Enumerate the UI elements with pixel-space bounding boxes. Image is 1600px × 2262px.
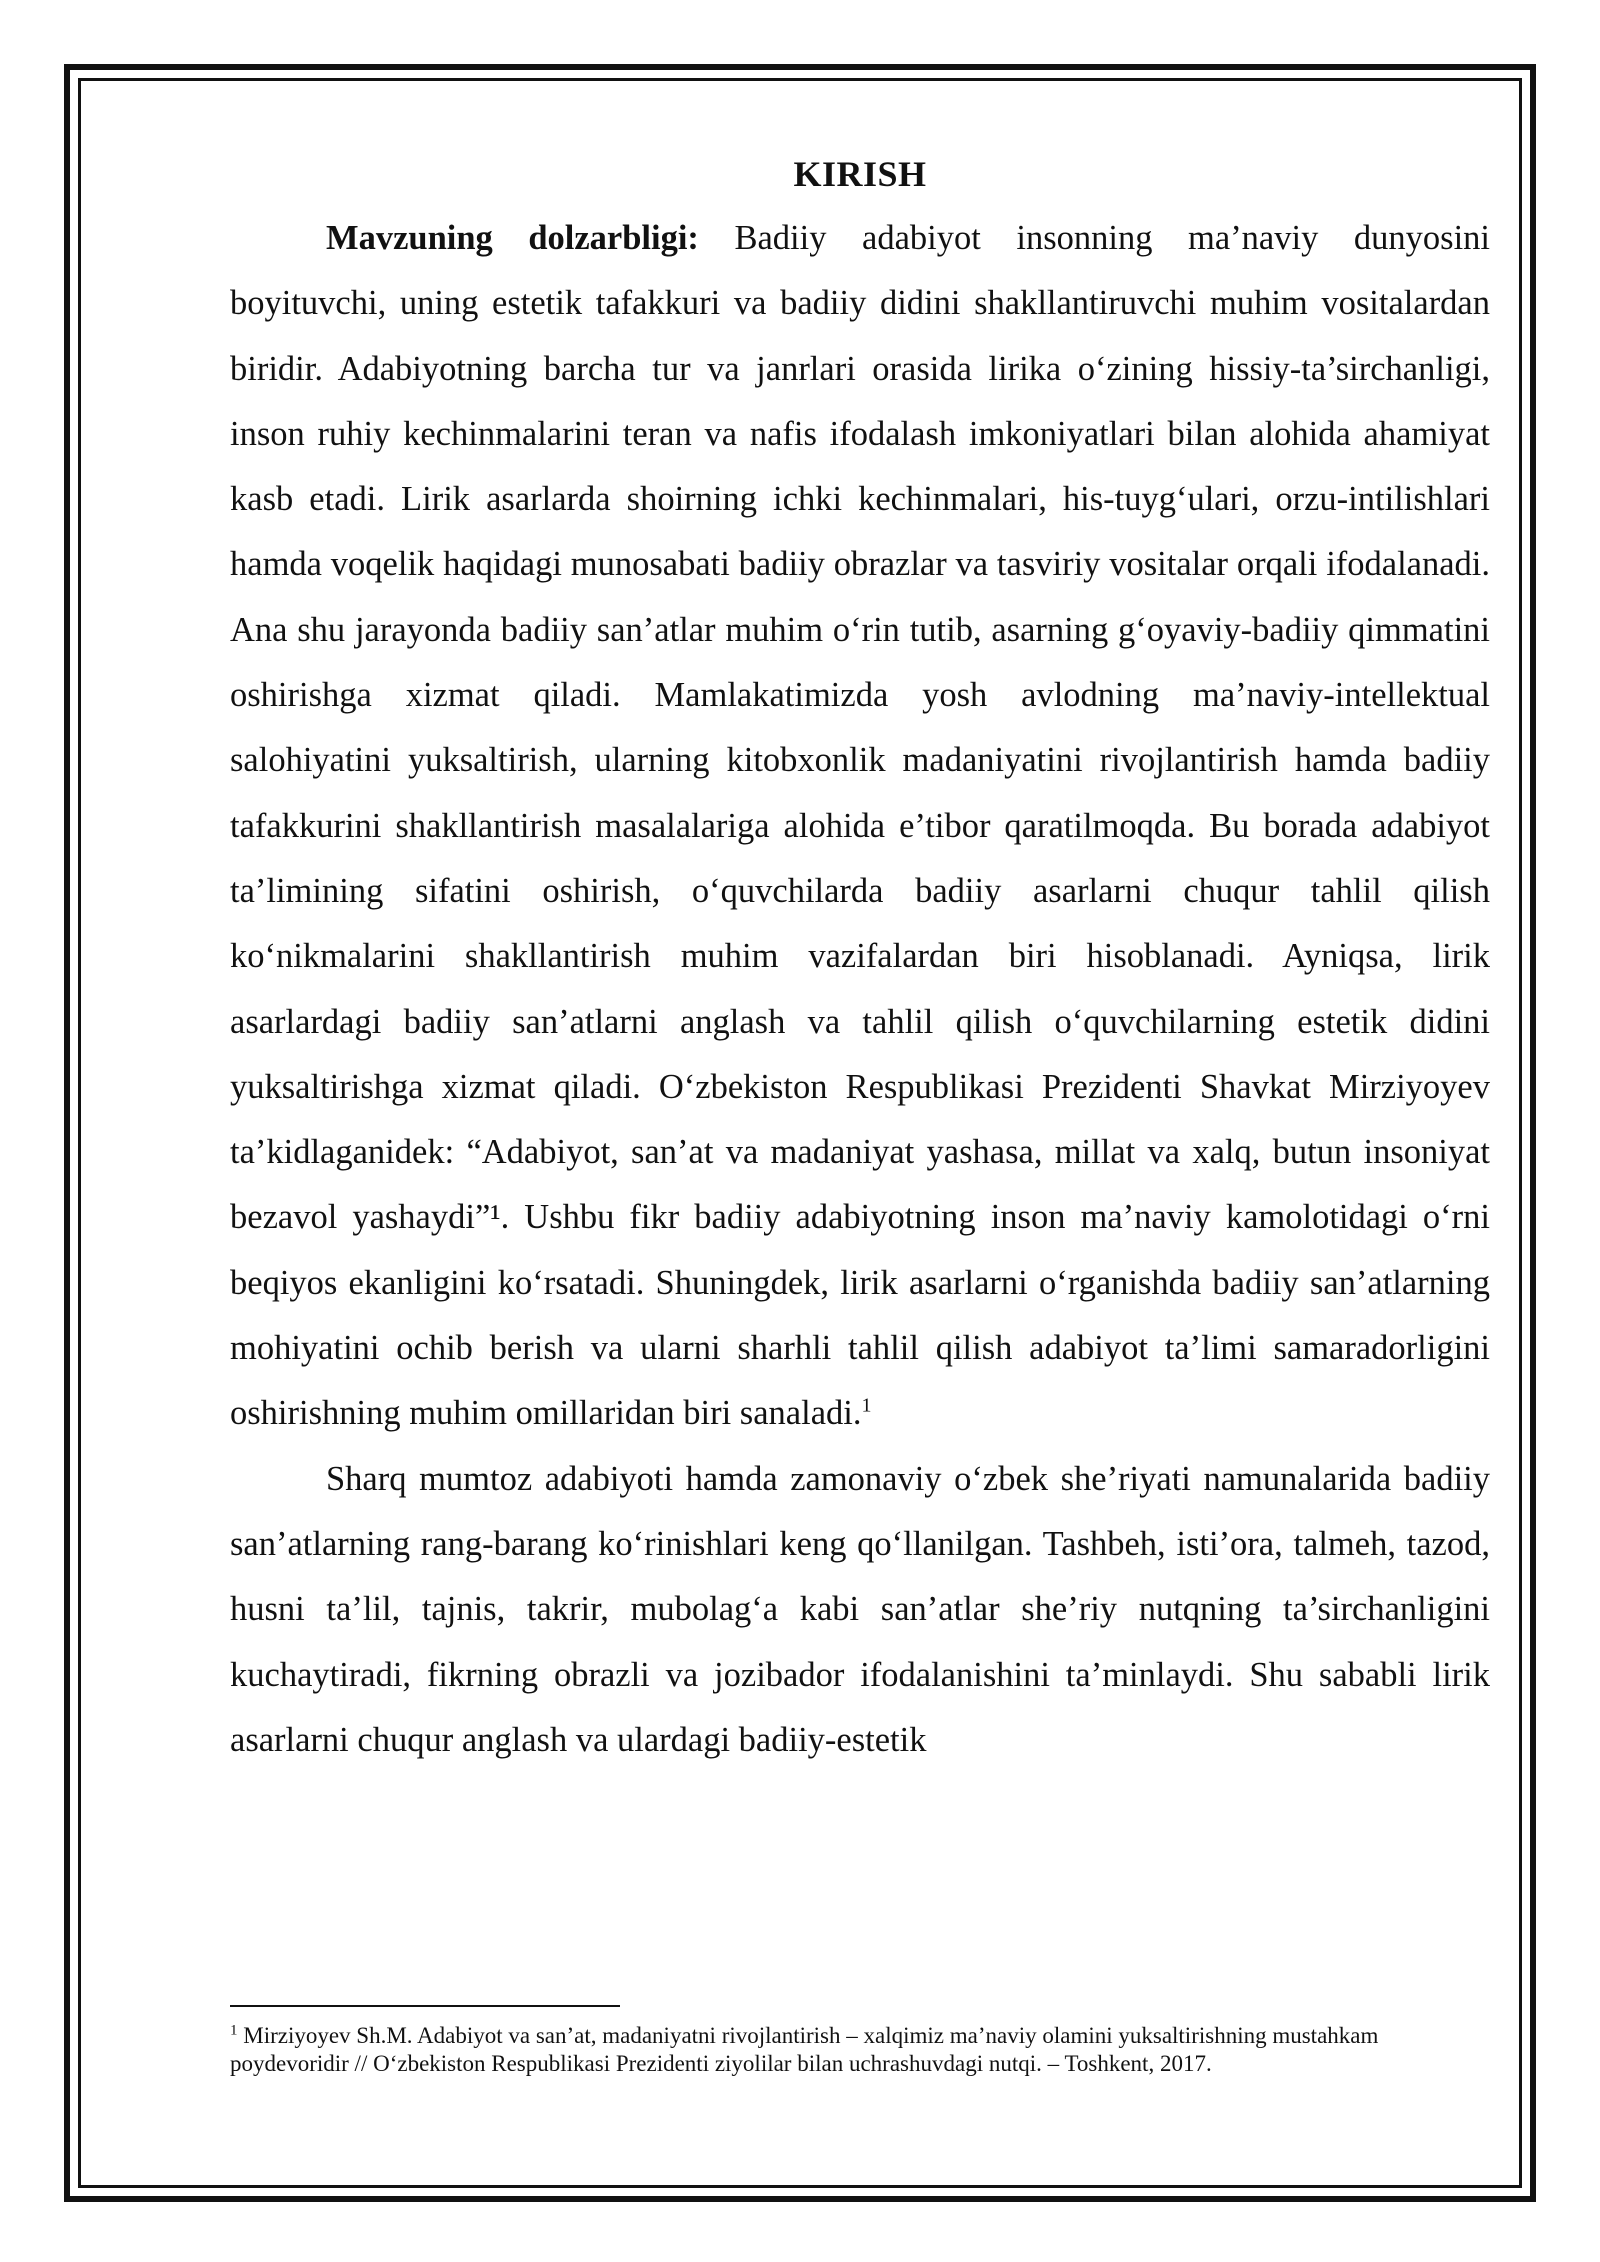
footnote	[230, 2022, 1490, 2078]
footnote-text: Mirziyoyev Sh.M. Adabiyot va san’at, madaniyatni rivojlantirish – xalqimiz ma’naviy olamini yuksaltirishning mustahkam poydevoridir // O‘zbekiston Respublikasi Prezidenti ziyolilar bilan uchrashuvdagi nutqi. – Toshkent, 2017.	[230, 2023, 1379, 2076]
footnote-mark: 1	[230, 2022, 238, 2039]
paragraph-relevance	[230, 206, 1490, 1447]
paragraph-lead: Mavzuning dolzarbligi:	[326, 219, 699, 257]
document-body	[230, 148, 1490, 1773]
paragraph-text: Badiiy adabiyot insonning ma’naviy dunyosini boyituvchi, uning estetik tafakkuri va badiiy didini shakllantiruvchi muhim vositalardan biridir. Adabiyotning barcha tur va janrlari orasida lirika o‘zining hissiy-ta’sirchanligi, inson ruhiy kechinmalarini teran va nafis ifodalash imkoniyatlari bilan alohida ahamiyat kasb etadi. Lirik asarlarda shoirning ichki kechinmalari, his-tuyg‘ulari, orzu-intilishlari hamda voqelik haqidagi munosabati badiiy obrazlar va tasviriy vositalar orqali ifodalanadi. Ana shu jarayonda badiiy san’atlar muhim o‘rin tutib, asarning g‘oyaviy-badiiy qimmatini oshirishga xizmat qiladi. Mamlakatimizda yosh avlodning ma’naviy-intellektual salohiyatini yuksaltirish, ularning kitobxonlik madaniyatini rivojlantirish hamda badiiy tafakkurini shakllantirish masalalariga alohida e’tibor qaratilmoqda. Bu borada adabiyot ta’limining sifatini oshirish, o‘quvchilarda badiiy asarlarni chuqur tahlil qilish ko‘nikmalarini shakllantirish muhim vazifalardan biri hisoblanadi. Ayniqsa, lirik asarlardagi badiiy san’atlarni anglash va tahlil qilish o‘quvchilarning estetik didini yuksaltirishga xizmat qiladi. O‘zbekiston Respublikasi Prezidenti Shavkat Mirziyoyev ta’kidlaganidek: “Adabiyot, san’at va madaniyat yashasa, millat va xalq, butun insoniyat bezavol yashaydi”¹. Ushbu fikr badiiy adabiyotning inson ma’naviy kamolotidagi o‘rni beqiyos ekanligini ko‘rsatadi. Shuningdek, lirik asarlarni o‘rganishda badiiy san’atlarning mohiyatini ochib berish va ularni sharhli tahlil qilish adabiyot ta’limi samaradorligini oshirishning muhim omillaridan biri sanaladi.	[230, 219, 1490, 1433]
page-title: KIRISH	[793, 154, 927, 194]
footnote-separator	[230, 2005, 620, 2007]
paragraph-second: Sharq mumtoz adabiyoti hamda zamonaviy o‘zbek she’riyati namunalarida badiiy san’atlarning rang-barang ko‘rinishlari keng qo‘llanilgan. Tashbeh, isti’ora, talmeh, tazod, husni ta’lil, tajnis, takrir, mubolag‘a kabi san’atlar she’riy nutqning ta’sirchanligini kuchaytiradi, fikrning obrazli va jozibador ifodalanishini ta’minlaydi. Shu sababli lirik asarlarni chuqur anglash va ulardagi badiiy-estetik	[230, 1459, 1490, 1759]
footnote-reference: 1	[861, 1394, 872, 1417]
